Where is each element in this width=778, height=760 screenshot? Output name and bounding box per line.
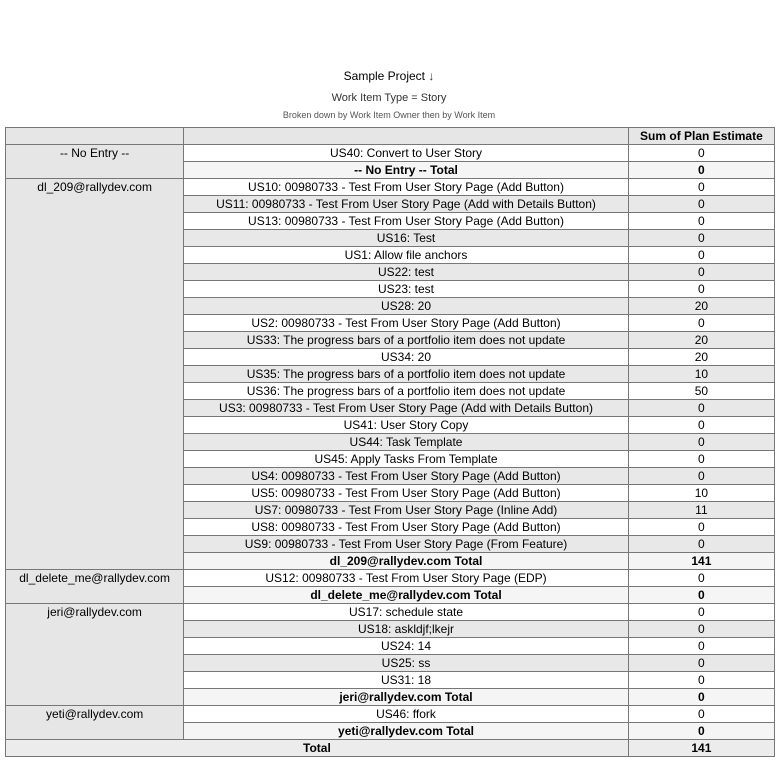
work-item-cell: US22: test (184, 264, 629, 281)
work-item-cell: US33: The progress bars of a portfolio item does not update (184, 332, 629, 349)
header-blank (184, 128, 629, 145)
owner-cell: jeri@rallydev.com (6, 604, 184, 706)
plan-estimate-cell: 0 (628, 451, 774, 468)
work-item-cell: US40: Convert to User Story (184, 145, 629, 162)
plan-estimate-cell: 0 (628, 655, 774, 672)
pivot-table (5, 127, 775, 757)
plan-estimate-cell: 0 (628, 519, 774, 536)
work-item-cell: US1: Allow file anchors (184, 247, 629, 264)
table-row (6, 179, 775, 196)
plan-estimate-cell: 0 (628, 621, 774, 638)
work-item-cell: US9: 00980733 - Test From User Story Page (From Feature) (184, 536, 629, 553)
work-item-cell: US4: 00980733 - Test From User Story Page (Add Button) (184, 468, 629, 485)
plan-estimate-cell: 0 (628, 247, 774, 264)
subtotal-label: dl_delete_me@rallydev.com Total (184, 587, 629, 604)
work-item-cell: US41: User Story Copy (184, 417, 629, 434)
work-item-cell: US25: ss (184, 655, 629, 672)
plan-estimate-cell: 20 (628, 332, 774, 349)
plan-estimate-cell: 0 (628, 281, 774, 298)
work-item-cell: US7: 00980733 - Test From User Story Page (Inline Add) (184, 502, 629, 519)
plan-estimate-cell: 50 (628, 383, 774, 400)
work-item-cell: US13: 00980733 - Test From User Story Page (Add Button) (184, 213, 629, 230)
subtotal-label: -- No Entry -- Total (184, 162, 629, 179)
report-title-text: Sample Project (343, 69, 426, 83)
subtotal-label: jeri@rallydev.com Total (184, 689, 629, 706)
plan-estimate-cell: 20 (628, 349, 774, 366)
work-item-cell: US18: askldjf;lkejr (184, 621, 629, 638)
plan-estimate-cell: 0 (628, 536, 774, 553)
work-item-cell: US35: The progress bars of a portfolio item does not update (184, 366, 629, 383)
table-row (6, 145, 775, 162)
work-item-cell: US12: 00980733 - Test From User Story Page (EDP) (184, 570, 629, 587)
plan-estimate-cell: 0 (628, 570, 774, 587)
work-item-cell: US8: 00980733 - Test From User Story Page (Add Button) (184, 519, 629, 536)
subtotal-value: 141 (628, 553, 774, 570)
header-blank (6, 128, 184, 145)
work-item-cell: US45: Apply Tasks From Template (184, 451, 629, 468)
plan-estimate-cell: 0 (628, 638, 774, 655)
plan-estimate-cell: 0 (628, 213, 774, 230)
subtotal-value: 0 (628, 162, 774, 179)
work-item-cell: US44: Task Template (184, 434, 629, 451)
work-item-cell: US16: Test (184, 230, 629, 247)
plan-estimate-cell: 0 (628, 196, 774, 213)
work-item-cell: US36: The progress bars of a portfolio item does not update (184, 383, 629, 400)
plan-estimate-cell: 0 (628, 264, 774, 281)
grand-total-value: 141 (628, 740, 774, 757)
plan-estimate-cell: 0 (628, 145, 774, 162)
owner-cell: dl_delete_me@rallydev.com (6, 570, 184, 604)
work-item-cell: US3: 00980733 - Test From User Story Page (Add with Details Button) (184, 400, 629, 417)
work-item-cell: US31: 18 (184, 672, 629, 689)
plan-estimate-cell: 11 (628, 502, 774, 519)
work-item-cell: US28: 20 (184, 298, 629, 315)
plan-estimate-cell: 0 (628, 468, 774, 485)
work-item-cell: US2: 00980733 - Test From User Story Page (Add Button) (184, 315, 629, 332)
plan-estimate-cell: 10 (628, 366, 774, 383)
plan-estimate-cell: 20 (628, 298, 774, 315)
subtotal-value: 0 (628, 723, 774, 740)
work-item-cell: US24: 14 (184, 638, 629, 655)
work-item-cell: US17: schedule state (184, 604, 629, 621)
plan-estimate-cell: 0 (628, 672, 774, 689)
table-header-row (6, 128, 775, 145)
plan-estimate-cell: 0 (628, 434, 774, 451)
owner-cell: yeti@rallydev.com (6, 706, 184, 740)
work-item-cell: US11: 00980733 - Test From User Story Page (Add with Details Button) (184, 196, 629, 213)
work-item-cell: US5: 00980733 - Test From User Story Page (Add Button) (184, 485, 629, 502)
plan-estimate-cell: 10 (628, 485, 774, 502)
subtotal-value: 0 (628, 689, 774, 706)
work-item-cell: US10: 00980733 - Test From User Story Page (Add Button) (184, 179, 629, 196)
column-header-plan-estimate[interactable]: Sum of Plan Estimate (628, 128, 774, 145)
plan-estimate-cell: 0 (628, 604, 774, 621)
owner-cell: -- No Entry -- (6, 145, 184, 179)
owner-cell: dl_209@rallydev.com (6, 179, 184, 570)
work-item-cell: US23: test (184, 281, 629, 298)
plan-estimate-cell: 0 (628, 315, 774, 332)
report-subtitle: Work Item Type = Story (331, 92, 447, 104)
grand-total-label: Total (6, 740, 629, 757)
report-title[interactable] (0, 69, 778, 83)
work-item-cell: US34: 20 (184, 349, 629, 366)
plan-estimate-cell: 0 (628, 417, 774, 434)
table-row (6, 706, 775, 723)
plan-estimate-cell: 0 (628, 706, 774, 723)
subtotal-value: 0 (628, 587, 774, 604)
report-description: Broken down by Work Item Owner then by Work Item (282, 110, 496, 120)
grand-total-row (6, 740, 775, 757)
plan-estimate-cell: 0 (628, 400, 774, 417)
plan-estimate-cell: 0 (628, 230, 774, 247)
plan-estimate-cell: 0 (628, 179, 774, 196)
work-item-cell: US46: ffork (184, 706, 629, 723)
subtotal-label: yeti@rallydev.com Total (184, 723, 629, 740)
subtotal-label: dl_209@rallydev.com Total (184, 553, 629, 570)
table-row (6, 570, 775, 587)
sort-arrow-icon[interactable]: ↓ (428, 69, 435, 83)
table-row (6, 604, 775, 621)
